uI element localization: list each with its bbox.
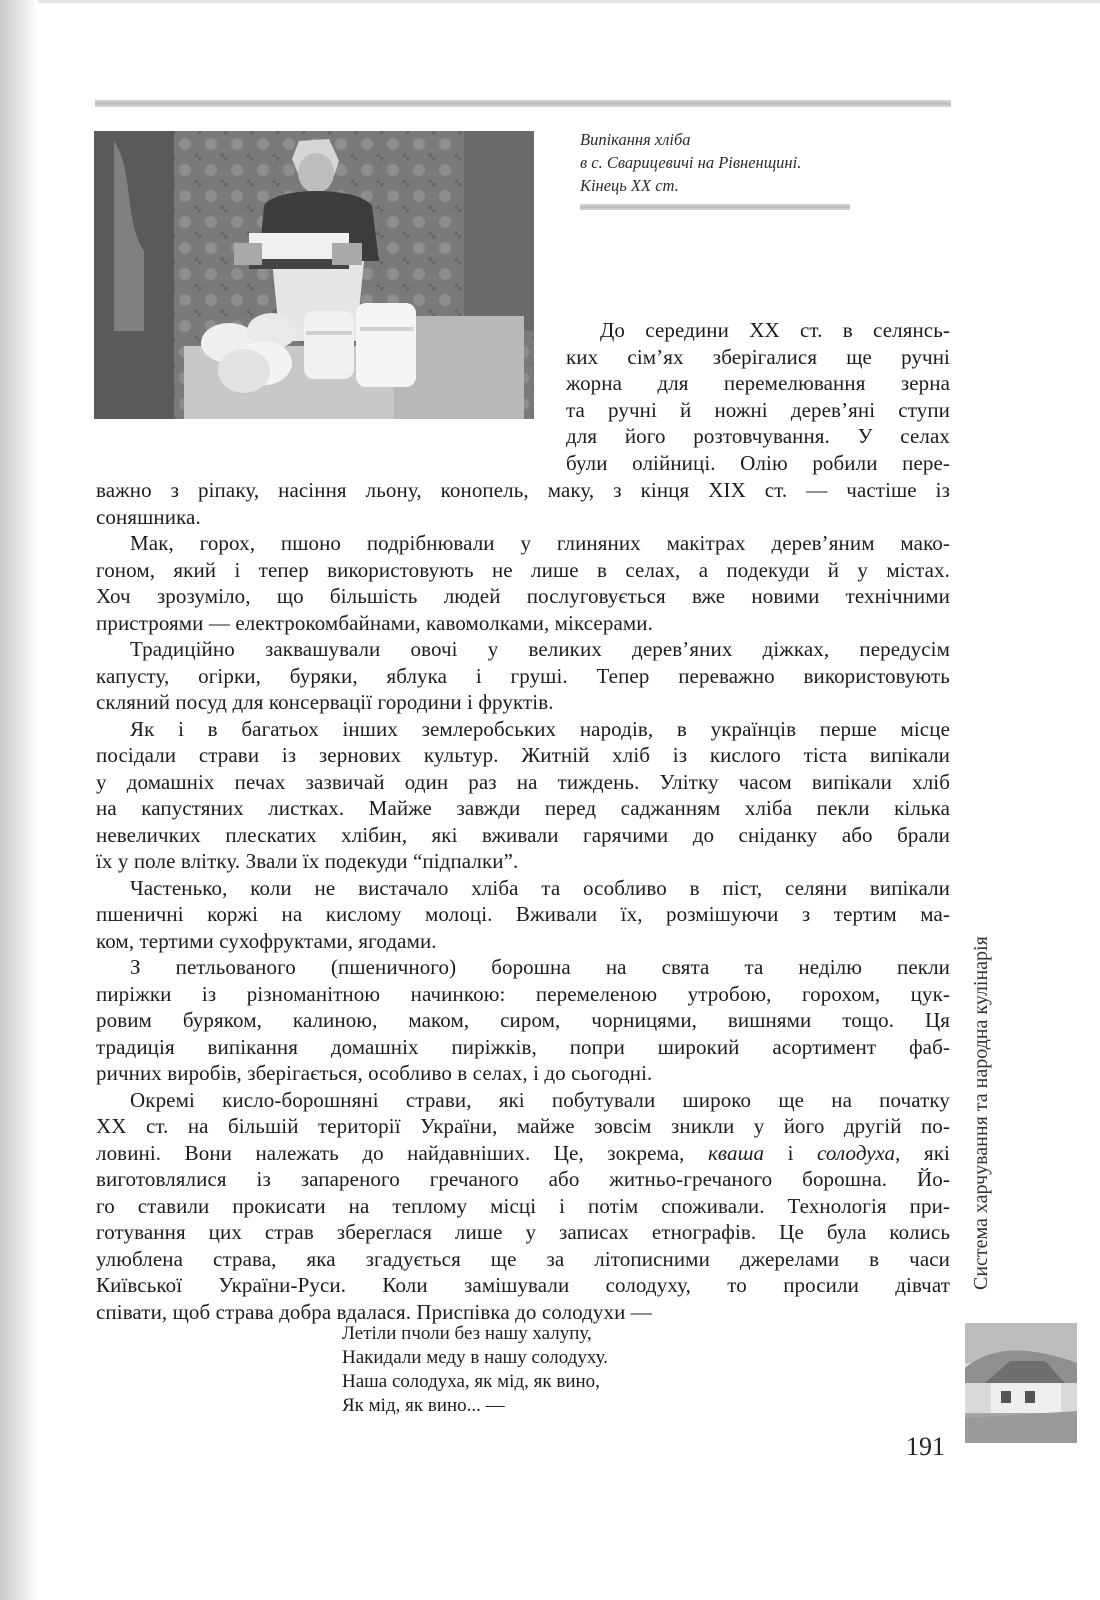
text-line: готування цих страв збереглася лише у записах етнографів. Це була колись (96, 1220, 950, 1244)
text-line: скляний посуд для консервації городини і фруктів. (96, 690, 554, 714)
text-line: співати, щоб страва добра вдалася. Приспівка до солодухи — (96, 1299, 652, 1324)
verse-line: Летіли пчоли без нашу халупу, (342, 1323, 592, 1344)
caption-rule (580, 204, 850, 210)
header-rule (95, 100, 951, 107)
text-line: та ручні й ножні дерев’яні ступи (566, 397, 950, 422)
caption-line: в с. Сварицевичі на Рівненщині. (580, 153, 802, 172)
caption-line: Кінець XX ст. (580, 176, 679, 195)
text-line: капусту, огірки, буряки, яблука і груші. Тепер переважно використовують (96, 663, 950, 688)
text-line: на капустяних листках. Майже завжди перед саджанням хліба пекли кілька (96, 796, 950, 820)
text-line: З петльованого (пшеничного) борошна на свята та неділю пекли (130, 955, 950, 979)
text-line: Хоч зрозуміло, що більшість людей послуговується вже новими технічними (96, 584, 950, 608)
text-line: посідали страви із зернових культур. Житній хліб із кислого тіста випікали (96, 743, 950, 767)
text-line: ком, тертими сухофруктами, ягодами. (96, 928, 437, 953)
text-line: їх у поле влітку. Звали їх подекуди “підпалки”. (96, 849, 519, 873)
text-line: пшеничні коржі на кислому молоці. Вживали їх, розмішуючи з тертим ма- (96, 902, 950, 926)
verse-line: Накидали меду в нашу солодуху. (342, 1347, 608, 1368)
text-line: Київської України-Руси. Коли замішували солодуху, то просили дівчат (96, 1273, 950, 1297)
text-line: го ставили прокисати на теплому місці і потім споживали. Технологія при- (96, 1193, 950, 1218)
text-fragment: , які (895, 1140, 950, 1165)
text-line: жорна для перемелювання зерна (566, 371, 950, 395)
text-line: XX ст. на більшій території України, майже зовсім зникли у його другій по- (96, 1114, 950, 1138)
text-line: були олійниці. Олію робили пере- (566, 450, 950, 475)
top-edge (0, 0, 1100, 3)
verse-line: Наша солодуха, як мід, як вино, (342, 1371, 600, 1392)
main-text (96, 477, 950, 1325)
bread-baking-photo (94, 131, 534, 419)
term-kvasha: кваша (707, 1140, 765, 1165)
text-fragment: ловині. Вони належать до найдавніших. Це, зокрема, (96, 1140, 685, 1165)
caption-line: Випікання хліба (580, 130, 691, 149)
text-fragment: і (764, 1140, 818, 1165)
text-line: Окремі кисло-борошняні страви, які побутували широко ще на початку (130, 1087, 950, 1112)
text-line: соняшника. (96, 504, 201, 529)
page-number: 191 (906, 1432, 945, 1461)
text-line: Традиційно заквашували овочі у великих дерев’яних діжках, передусім (130, 637, 950, 661)
side-section-title: Система харчування та народна кулінарія (970, 936, 992, 1290)
text-line-with-terms (96, 1140, 950, 1167)
photo-caption (580, 128, 880, 197)
term-solodukha: солодуха (817, 1140, 896, 1165)
book-gutter-shadow (0, 0, 38, 1600)
text-line: невеличких плескатих хлібин, які вживали гарячими до сніданку або брали (96, 822, 950, 847)
text-line: Частенько, коли не вистачало хліба та особливо в піст, селяни випікали (130, 875, 950, 900)
section-thumbnail-image (965, 1323, 1077, 1443)
text-line: важно з ріпаку, насіння льону, конопель, маку, з кінця XIX ст. — частіше із (96, 478, 950, 502)
text-line: виготовлялися із запареного гречаного або житньо-гречаного борошна. Йо- (96, 1167, 950, 1191)
text-line: гоном, який і тепер використовують не лише в селах, а подекуди й у містах. (96, 557, 950, 582)
lead-paragraph (566, 317, 950, 476)
text-line: для його розтовчування. У селах (566, 424, 950, 448)
text-line: у домашніх печах зазвичай один раз на тиждень. Улітку часом випікали хліб (96, 769, 950, 794)
text-line: улюблена страва, яка згадується ще за літописними джерелами в часи (96, 1246, 950, 1271)
text-line: традиція випікання домашніх пиріжків, попри широкий асортимент фаб- (96, 1034, 950, 1059)
text-line: Як і в багатьох інших землеробських народів, в українців перше місце (130, 716, 950, 741)
text-line: ких сім’ях зберігалися ще ручні (566, 344, 950, 369)
text-line: пиріжки із різноманітною начинкою: перемеленою утробою, горохом, цук- (96, 981, 950, 1006)
text-line: пристроями — електрокомбайнами, кавомолками, міксерами. (96, 610, 653, 635)
text-line: Мак, горох, пшоно подрібнювали у глиняних макітрах дерев’яним мако- (130, 531, 950, 555)
verse-block (342, 1322, 762, 1418)
text-line: ричних виробів, зберігається, особливо в селах, і до сьогодні. (96, 1061, 653, 1085)
text-line: ровим буряком, калиною, маком, сиром, чорницями, вишнями тощо. Ця (96, 1008, 950, 1032)
text-line: До середини XX ст. в селянсь- (600, 318, 950, 342)
verse-line: Як мід, як вино... — (342, 1395, 505, 1416)
